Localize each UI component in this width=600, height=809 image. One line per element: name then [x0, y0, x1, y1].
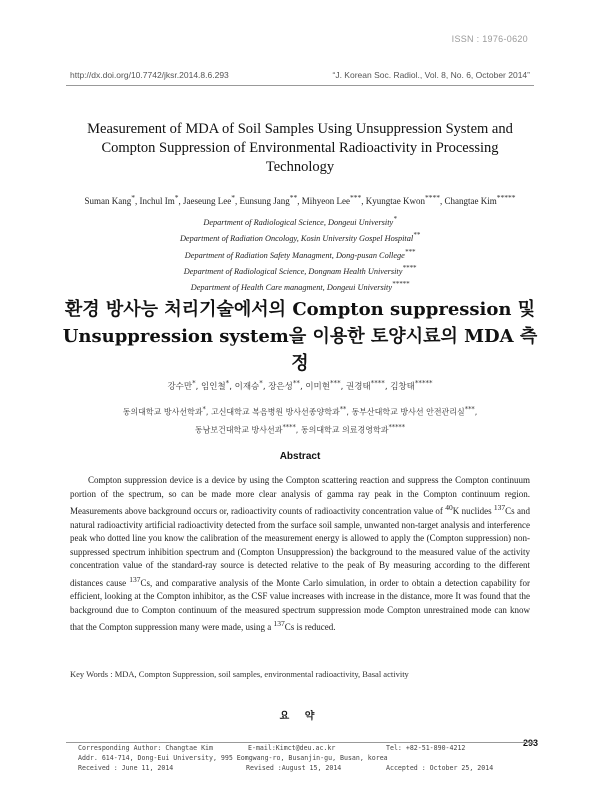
authors-en: Suman Kang*, Inchul Im*, Jaeseung Lee*, Eunsung Jang**, Mihyeon Lee***, Kyungtae Kwon****, Changtae Kim*****: [84, 193, 516, 206]
footer-info: [70, 743, 536, 773]
affiliation-en: Department of Radiological Science, Dongeui University*: [203, 216, 397, 227]
author-en: Eunsung Jang: [239, 196, 290, 206]
issn: ISSN : 1976-0620: [451, 34, 528, 44]
affiliations-en: [80, 213, 520, 294]
author-address: Addr. 614-714, Dong-Eui University, 995 Eomgwang-ro, Busanjin-gu, Busan, korea: [78, 754, 388, 762]
revised-date: Revised :August 15, 2014: [246, 764, 342, 772]
received-date: Received : June 11, 2014: [78, 764, 174, 772]
abstract-body: Compton suppression device is a device by using the Compton scattering reaction and suppress the Compton continuum portion of the spectrum, so can be made more clear analysis of gamma ray peak in the Compton continuum region. Measurements above background occurs or, radioactivity counts of radioactivity concentration value of $^{40}$K nuclides $^{137}$Cs and natural radioactivity artificial radioactivity detected from the surface soil sample, unwanted non-target analysis and interference peak who dotted line you know the calibration of the measurement energy is allowed to apply the (Compton suppression) non-suppressed spectrum inhibition spectrum and (Compton Unsuppression) the background to the measured value of the activity concentration value of the standard-ray source is detected relative to the peak of By measuring according to the different distances cause $^{137}$Cs, and comparative analysis of the Monte Carlo simulation, in order to obtain a detection capability for efficient, looking at the Compton inhibitor, as the CSF value increases with increase in the distance, more It was found that the background due to Compton continuum of the measured spectrum suppression mode Compton unrestrained mode can know that the Compton suppression many were made, using a $^{137}$Cs is reduced.: [70, 475, 531, 632]
abstract-heading: Abstract: [279, 451, 321, 462]
affiliation-en: Department of Health Care managment, Dongeui University*****: [190, 281, 410, 292]
affiliation-en: Department of Radiation Safety Managment, Dong-pusan College***: [184, 248, 416, 260]
journal-reference: “J. Korean Soc. Radiol., Vol. 8, No. 6, October 2014”: [332, 70, 530, 80]
title-ko-line: Unsuppression system을 이용한 토양시료의 MDA 측정: [62, 326, 538, 374]
paper-title-ko: [60, 296, 540, 377]
corresponding-author: Corresponding Author: Changtae Kim: [78, 744, 213, 752]
author-tel: Tel: +82-51-890-4212: [386, 744, 466, 752]
author-email[interactable]: E-mail:Kimct@deu.ac.kr: [248, 744, 336, 752]
affiliations-ko: 동의대학교 방사선학과*, 고신대학교 복음병원 방사선종양학과**, 동부산대학교 방사선 안전관리실***, 동남보건대학교 방사선과****, 동의대학교 의료경영학과*****: [122, 405, 478, 435]
affiliation-en: Department of Radiation Oncology, Kosin University Gospel Hospital**: [179, 232, 421, 244]
accepted-date: Accepted : October 25, 2014: [386, 764, 494, 772]
header-rule: [66, 85, 534, 86]
keywords: Key Words : MDA, Compton Suppression, soil samples, environmental radioactivity, Basal activity: [70, 669, 409, 679]
affiliation-en: Department of Radiological Science, Dongnam Health University****: [183, 264, 417, 276]
author-en: Mihyeon Lee: [301, 196, 350, 206]
author-en: Jaeseung Lee: [183, 196, 232, 206]
author-en: Kyungtae Kwon: [365, 196, 425, 206]
paper-title-en: Measurement of MDA of Soil Samples Using Unsuppression System and Compton Suppression of Environmental Radioactivity in Processing Technology: [87, 121, 513, 175]
doi-link[interactable]: http://dx.doi.org/10.7742/jksr.2014.8.6.293: [70, 70, 229, 80]
author-en: Changtae Kim: [444, 196, 497, 206]
korean-abstract-heading: 요 약: [279, 711, 321, 722]
page-number: 293: [522, 738, 538, 748]
author-en: Suman Kang: [84, 196, 132, 206]
author-en: Inchul Im: [139, 196, 175, 206]
title-ko-line: 환경 방사능 처리기술에서의 Compton suppression 및: [64, 299, 536, 320]
authors-ko: 강수만*, 임인철*, 이재승*, 장은성**, 이미현***, 권경태****, 김창태*****: [167, 378, 433, 392]
